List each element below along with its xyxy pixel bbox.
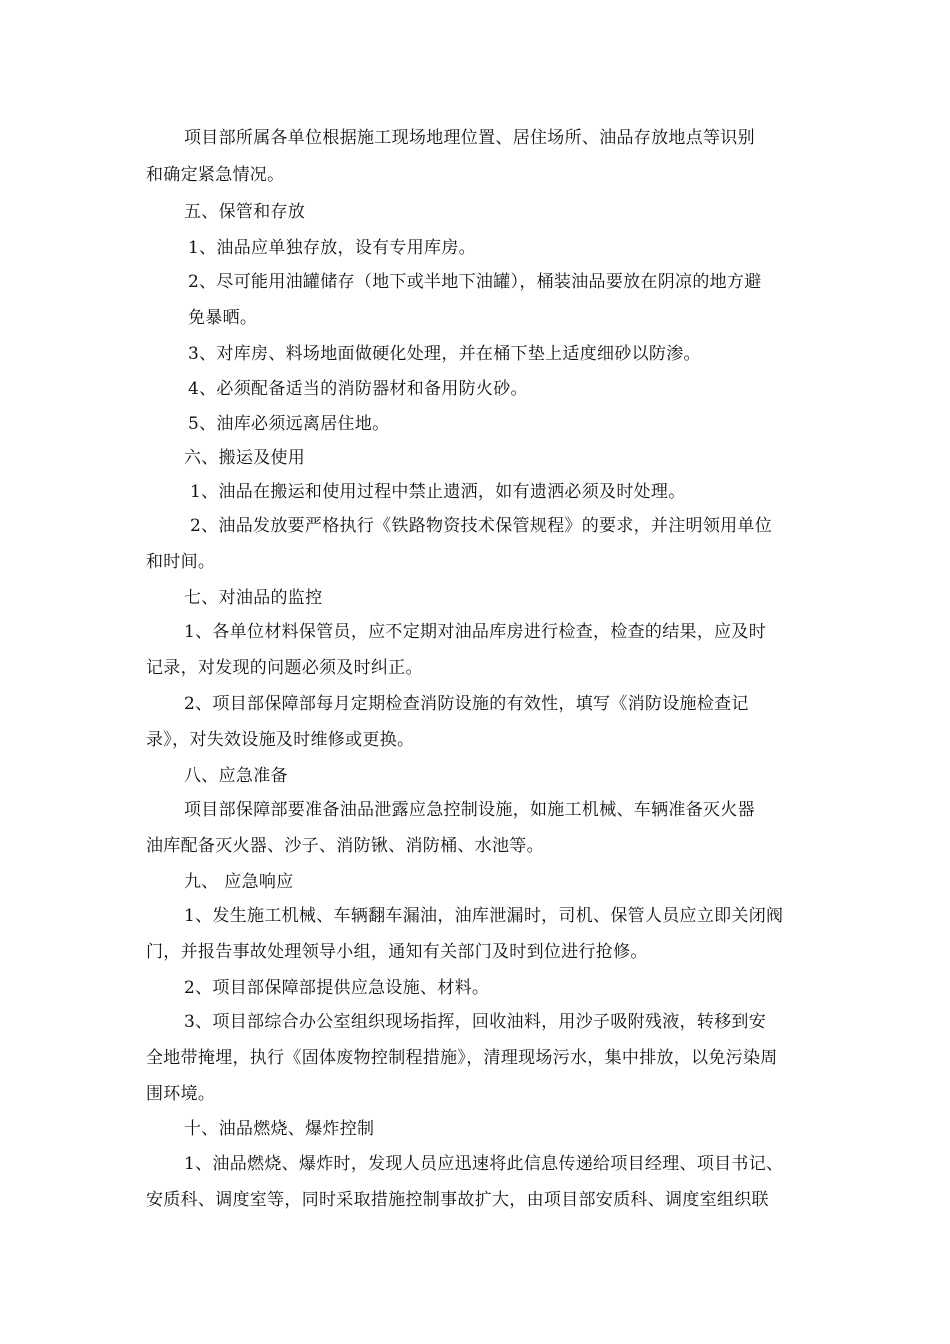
text-line: 2、油品发放要严格执行《铁路物资技术保管规程》的要求，并注明领用单位 xyxy=(190,516,773,536)
section-heading: 九、 应急响应 xyxy=(184,872,294,892)
section-heading: 五、保管和存放 xyxy=(184,202,306,222)
text-line: 围环境。 xyxy=(146,1084,216,1104)
text-line: 门，并报告事故处理领导小组，通知有关部门及时到位进行抢修。 xyxy=(146,942,648,962)
text-line: 2、项目部保障部提供应急设施、材料。 xyxy=(184,978,490,998)
text-line: 安质科、调度室等，同时采取措施控制事故扩大，由项目部安质科、调度室组织联 xyxy=(146,1190,769,1210)
text-line: 项目部所属各单位根据施工现场地理位置、居住场所、油品存放地点等识别 xyxy=(184,128,755,148)
text-line: 录》，对失效设施及时维修或更换。 xyxy=(146,730,415,750)
text-line: 2、尽可能用油罐储存（地下或半地下油罐），桶装油品要放在阴凉的地方避 xyxy=(188,272,762,292)
text-line: 记录，对发现的问题必须及时纠正。 xyxy=(146,658,423,678)
text-line: 和时间。 xyxy=(146,552,216,572)
text-line: 1、油品燃烧、爆炸时，发现人员应迅速将此信息传递给项目经理、项目书记、 xyxy=(184,1154,784,1174)
text-line: 1、各单位材料保管员，应不定期对油品库房进行检查，检查的结果，应及时 xyxy=(184,622,767,642)
text-line: 5、油库必须远离居住地。 xyxy=(188,414,390,434)
text-line: 免暴晒。 xyxy=(188,308,258,328)
text-line: 4、必须配备适当的消防器材和备用防火砂。 xyxy=(188,379,528,399)
text-line: 和确定紧急情况。 xyxy=(146,165,285,185)
text-line: 油库配备灭火器、沙子、消防锹、消防桶、水池等。 xyxy=(146,836,544,856)
text-line: 项目部保障部要准备油品泄露应急控制设施，如施工机械、车辆准备灭火器 xyxy=(184,800,755,820)
text-line: 1、油品在搬运和使用过程中禁止遗洒，如有遗洒必须及时处理。 xyxy=(190,482,686,502)
text-line: 全地带掩埋，执行《固体废物控制程措施》，清理现场污水，集中排放，以免污染周 xyxy=(146,1048,778,1068)
text-line: 2、项目部保障部每月定期检查消防设施的有效性，填写《消防设施检查记 xyxy=(184,694,749,714)
section-heading: 七、对油品的监控 xyxy=(184,588,323,608)
text-line: 3、对库房、料场地面做硬化处理，并在桶下垫上适度细砂以防渗。 xyxy=(188,344,701,364)
text-line: 3、项目部综合办公室组织现场指挥，回收油料，用沙子吸附残液，转移到安 xyxy=(184,1012,767,1032)
section-heading: 十、油品燃烧、爆炸控制 xyxy=(184,1119,375,1139)
text-line: 1、发生施工机械、车辆翻车漏油，油库泄漏时，司机、保管人员应立即关闭阀 xyxy=(184,906,784,926)
section-heading: 六、搬运及使用 xyxy=(184,448,306,468)
section-heading: 八、应急准备 xyxy=(184,766,288,786)
text-line: 1、油品应单独存放，设有专用库房。 xyxy=(188,238,476,258)
